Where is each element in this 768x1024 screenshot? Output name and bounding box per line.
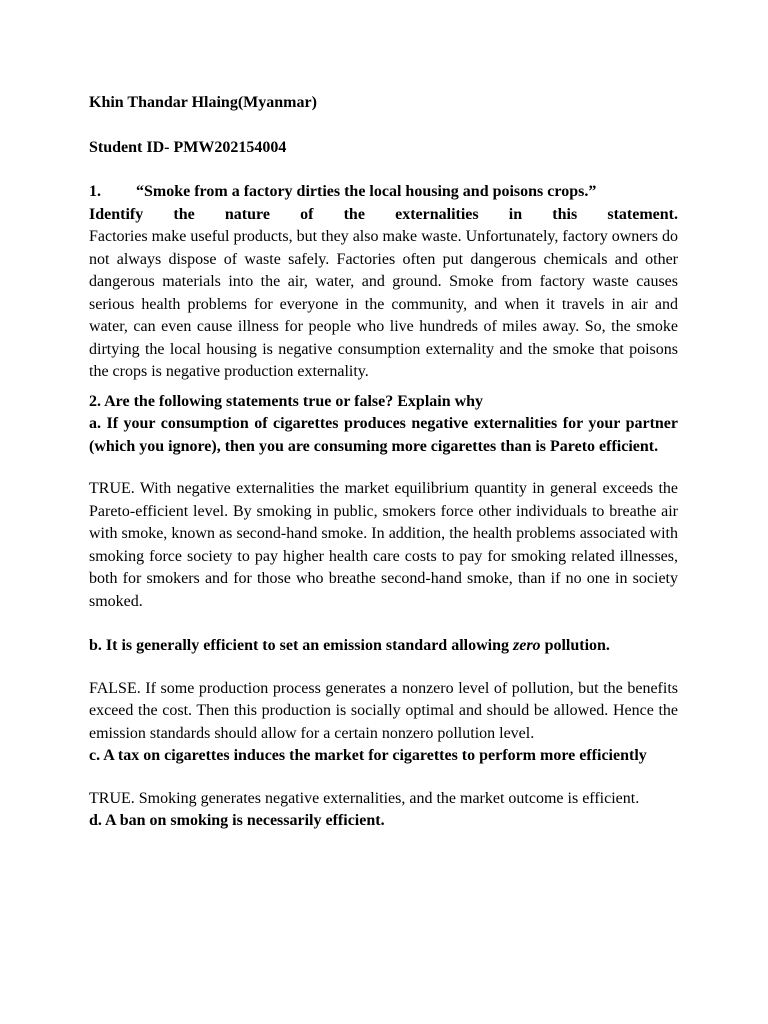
q1-prompt: Identify the nature of the externalities in this statement. (89, 205, 678, 223)
q1-number: 1. (89, 183, 101, 200)
q1-quote: “Smoke from a factory dirties the local housing and poisons crops.” (136, 183, 597, 200)
q2d-question: d. A ban on smoking is necessarily efficient. (89, 812, 385, 829)
q2c-answer: TRUE. Smoking generates negative externalities, and the market outcome is efficient. (89, 789, 640, 807)
q2c-question: c. A tax on cigarettes induces the market for cigarettes to perform more efficiently (89, 747, 647, 764)
student-id: Student ID- PMW202154004 (89, 138, 287, 156)
q2b-question-start: b. It is generally efficient to set an emission standard allowing (89, 637, 513, 654)
q2-heading: 2. Are the following statements true or false? Explain why (89, 392, 484, 410)
q2b-question-end: pollution. (540, 637, 610, 654)
document-body (89, 92, 678, 833)
q1-answer: Factories make useful products, but they also make waste. Unfortunately, factory owners do not always dispose of waste safely. Factories often put dangerous chemicals and other dangerous materials into the air, water, and ground. Smoke from factory waste causes serious health problems for everyone in the community, and when it travels in air and water, can even cause illness for people who live hundreds of miles away. So, the smoke dirtying the local housing is negative consumption externality and the smoke that poisons the crops is negative production externality. (89, 228, 678, 380)
q2b-question-emphasis: zero (513, 637, 541, 654)
author-name: Khin Thandar Hlaing(Myanmar) (89, 94, 317, 111)
q2b-question (89, 635, 678, 658)
q1-quote-line (89, 181, 678, 204)
q2b-answer: FALSE. If some production process generates a nonzero level of pollution, but the benefits exceed the cost. Then this production is socially optimal and should be allowed. Hence the emission standards should allow for a certain nonzero pollution level. (89, 679, 678, 742)
q2a-answer: TRUE. With negative externalities the market equilibrium quantity in general exceeds the Pareto-efficient level. By smoking in public, smokers force other individuals to breathe air with smoke, known as second-hand smoke. In addition, the health problems associated with smoking force society to pay higher health care costs to pay for smoking related illnesses, both for smokers and for those who breathe second-hand smoke, than if no one in society smoked. (89, 480, 678, 610)
q2a-question: a. If your consumption of cigarettes produces negative externalities for your partner (which you ignore), then you are consuming more cigarettes than is Pareto efficient. (89, 415, 678, 455)
